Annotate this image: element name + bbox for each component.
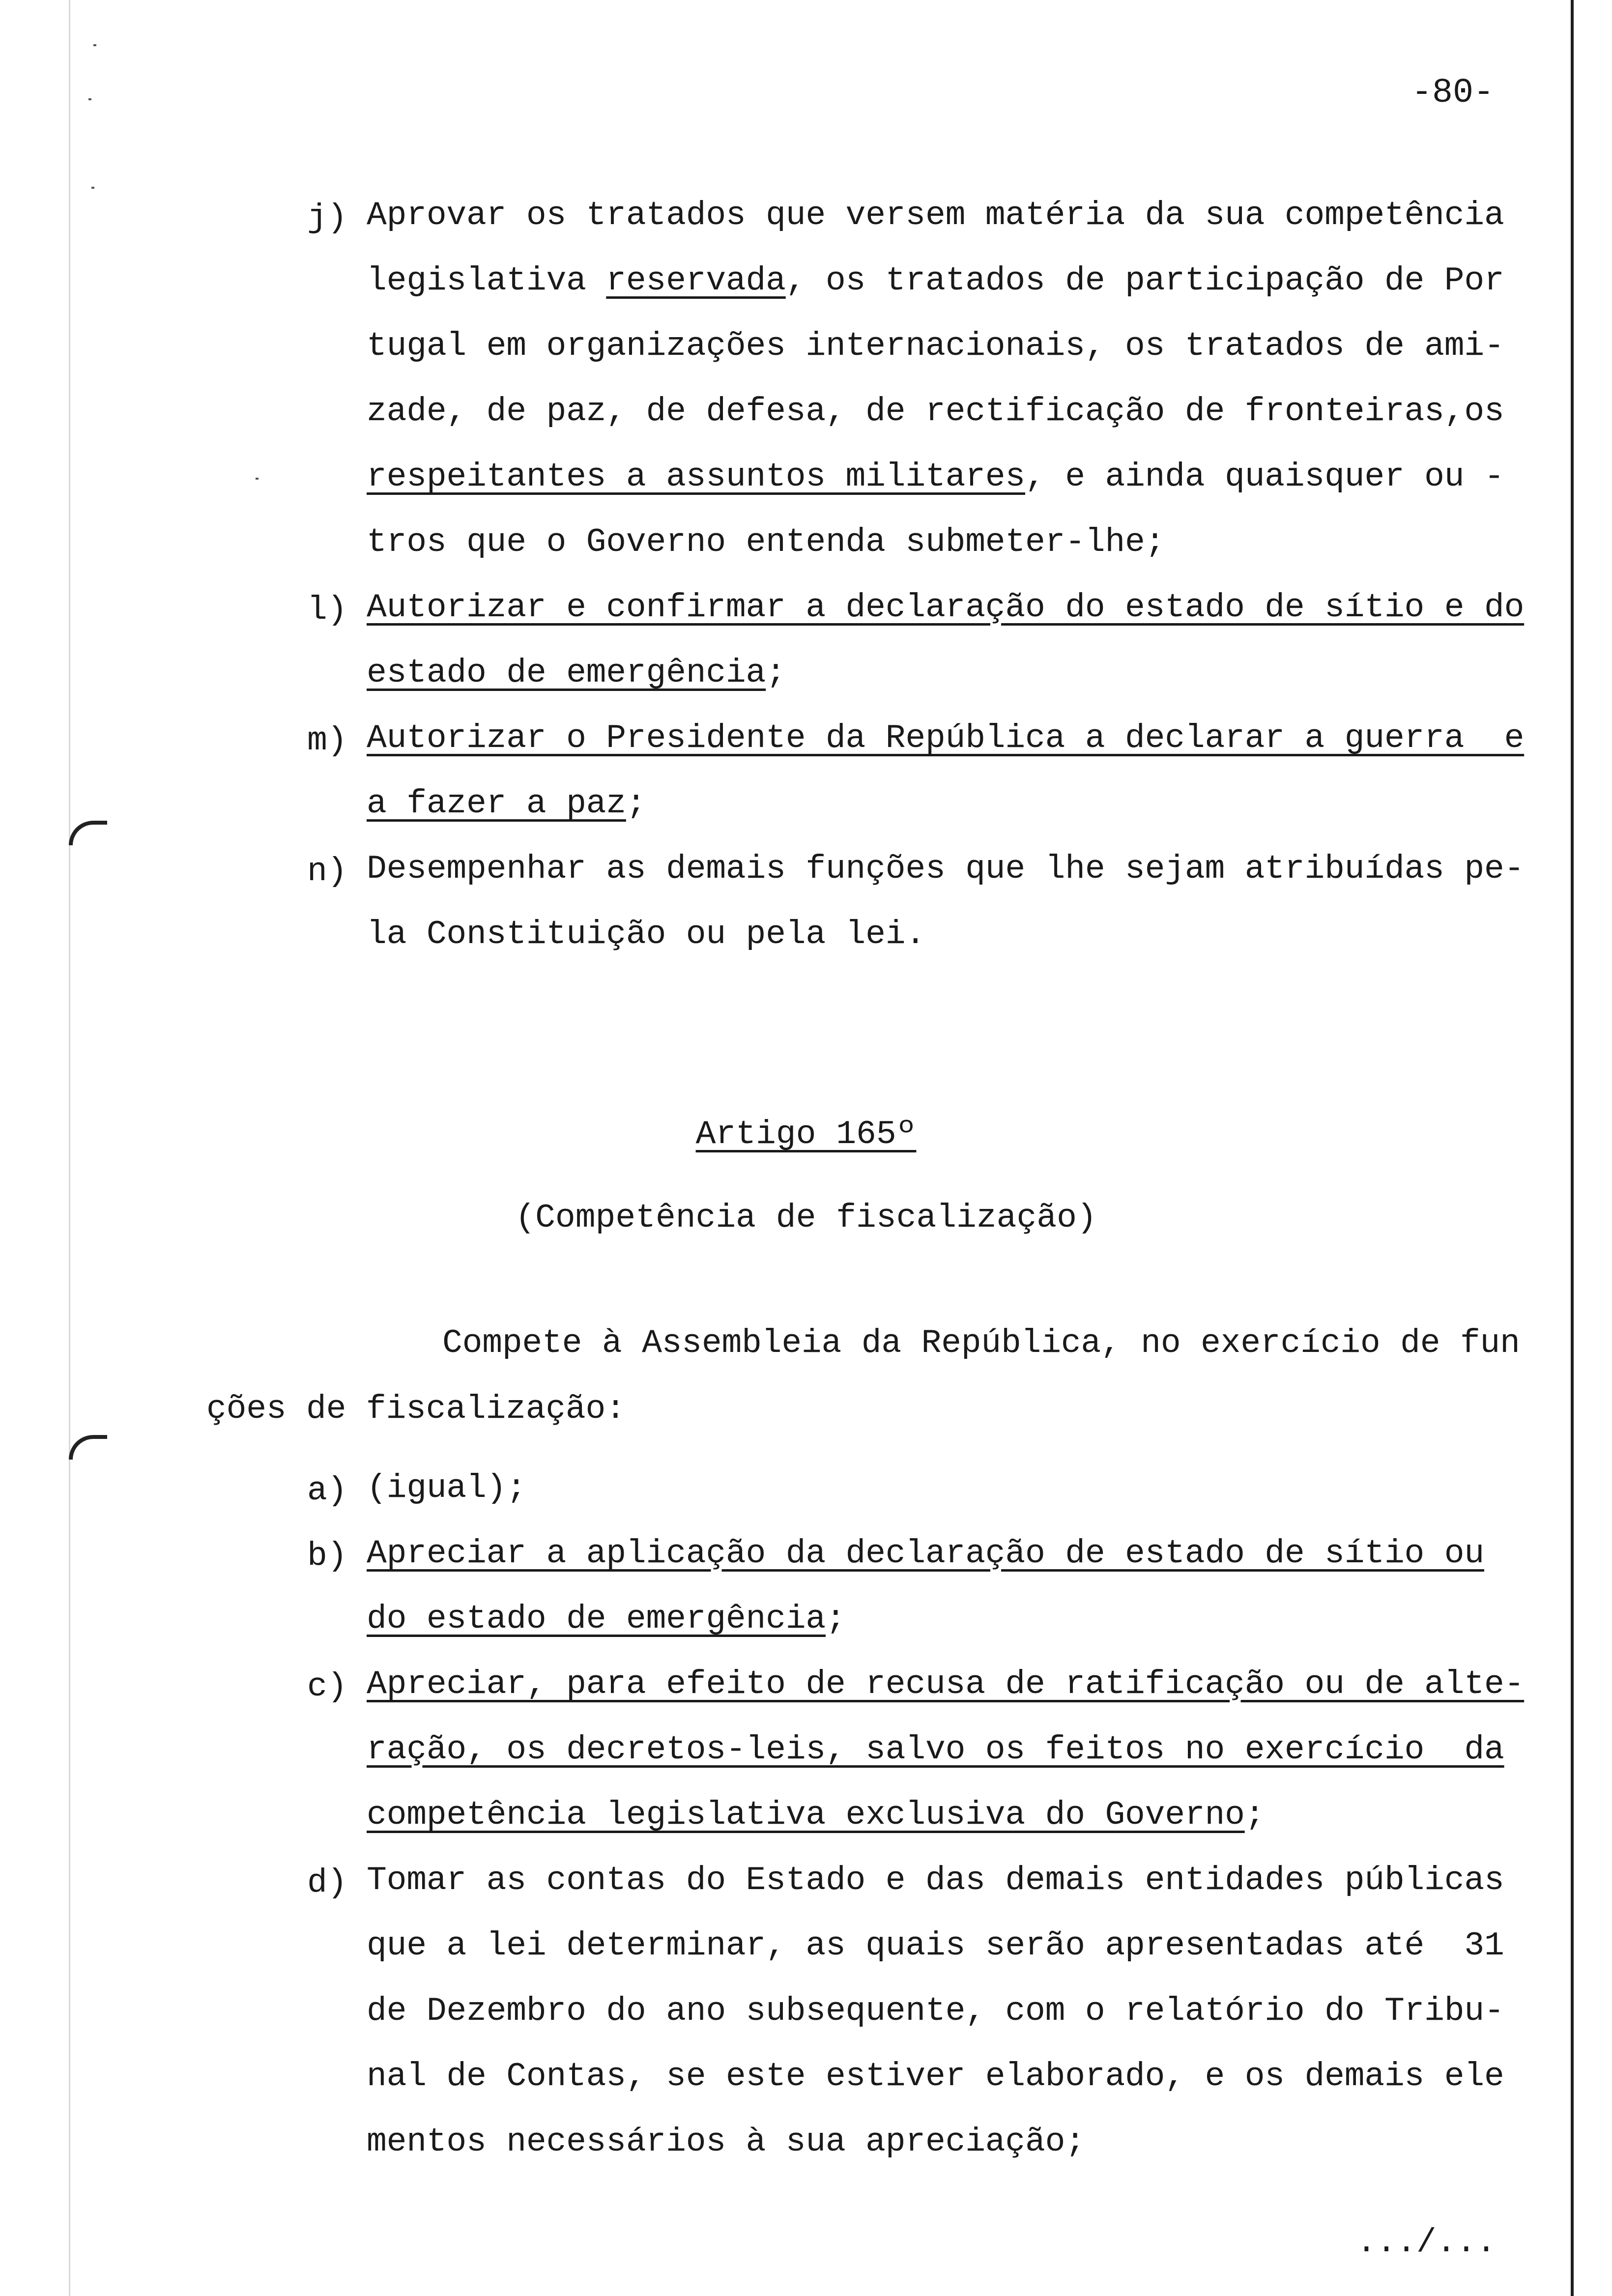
item-text-line (367, 918, 925, 951)
item-label: c) (307, 1668, 347, 1706)
item-text-line (367, 460, 1504, 494)
item-text-line (367, 787, 646, 821)
text-segment: , os tratados de participação de Por (785, 262, 1504, 300)
underlined-text: estado de emergência (367, 654, 766, 692)
underlined-text: Autorizar o Presidente da República a declarar a guerra e (367, 719, 1525, 757)
item-text-line (367, 1796, 1265, 1834)
continuation-mark: .../... (1356, 2224, 1497, 2262)
item-text-line (367, 1929, 1504, 1963)
item-text-line (367, 264, 1504, 298)
text-segment: , e ainda quaisquer ou - (1025, 458, 1504, 496)
scan-speck (91, 187, 94, 189)
article-title (0, 1116, 1612, 1153)
punch-hole-mark (69, 821, 107, 845)
text-segment: tros que o Governo entenda submeter-lhe; (367, 523, 1165, 561)
item-text-line (367, 850, 1525, 888)
item-text-line (367, 395, 1504, 429)
item-text-line (367, 591, 1524, 625)
item-text-line (367, 654, 786, 692)
item-text-line (367, 1469, 526, 1507)
text-segment: de Dezembro do ano subsequente, com o relatório do Tribu- (367, 1992, 1504, 2030)
text-segment: ; (626, 785, 646, 823)
underlined-text: do estado de emergência (367, 1600, 826, 1638)
item-label: n) (307, 853, 347, 890)
item-text-line (367, 327, 1504, 365)
item-label: j) (307, 199, 347, 237)
scan-speck (93, 44, 96, 46)
underlined-text: a fazer a paz (367, 785, 626, 823)
item-text-line (367, 1600, 846, 1638)
item-label: l) (307, 591, 347, 629)
underlined-text: Autorizar e confirmar a declaração do estado de sítio e do (367, 589, 1525, 627)
text-segment: Desempenhar as demais funções que lhe sejam atribuídas pe- (367, 850, 1525, 888)
article-title-text: Artigo 165º (695, 1116, 917, 1153)
intro-text: Compete à Assembleia da República, no exercício de fun (442, 1324, 1520, 1362)
text-segment: que a lei determinar, as quais serão apresentadas até 31 (367, 1927, 1504, 1965)
scan-speck (88, 98, 91, 100)
underlined-text: reservada (606, 262, 786, 300)
text-segment: Tomar as contas do Estado e das demais entidades públicas (367, 1862, 1504, 1899)
item-label: a) (307, 1472, 347, 1510)
text-segment: ; (1244, 1796, 1265, 1834)
text-segment: tugal em organizações internacionais, os tratados de ami- (367, 327, 1504, 365)
item-text-line (367, 199, 1504, 232)
text-segment: (igual); (367, 1469, 526, 1507)
text-segment: nal de Contas, se este estiver elaborado, e os demais ele (367, 2058, 1504, 2095)
text-segment: ; (766, 654, 786, 692)
item-label: d) (307, 1864, 347, 1902)
punch-hole-mark (69, 1435, 107, 1460)
item-text-line (367, 719, 1525, 757)
item-text-line (367, 1992, 1504, 2030)
item-text-line (367, 2060, 1504, 2094)
intro-line-2: ções de fiscalização: (206, 1390, 626, 1428)
text-segment: la Constituição ou pela lei. (367, 916, 925, 953)
item-text-line (367, 1665, 1525, 1703)
text-segment: ; (825, 1600, 846, 1638)
page-number: -80- (1411, 74, 1494, 113)
scan-speck (256, 478, 259, 480)
underlined-text: ração, os decretos-leis, salvo os feitos no exercício da (367, 1731, 1504, 1769)
item-text-line (367, 523, 1165, 561)
item-text-line (367, 1537, 1484, 1571)
text-segment: Aprovar os tratados que versem matéria da sua competência (367, 197, 1504, 234)
article-subtitle: (Competência de fiscalização) (515, 1199, 1097, 1237)
intro-line-1 (442, 1324, 1520, 1362)
underlined-text: respeitantes a assuntos militares (367, 458, 1026, 496)
underlined-text: competência legislativa exclusiva do Governo (367, 1796, 1245, 1834)
text-segment: zade, de paz, de defesa, de rectificação de fronteiras,os (367, 393, 1504, 430)
item-text-line (367, 2125, 1085, 2159)
item-text-line (367, 1864, 1504, 1897)
item-label: m) (307, 722, 347, 760)
underlined-text: Apreciar a aplicação da declaração de estado de sítio ou (367, 1535, 1484, 1573)
underlined-text: Apreciar, para efeito de recusa de ratificação ou de alte- (367, 1665, 1525, 1703)
item-text-line (367, 1733, 1504, 1767)
item-label: b) (307, 1537, 347, 1575)
text-segment: legislativa (367, 262, 606, 300)
text-segment: mentos necessários à sua apreciação; (367, 2123, 1085, 2161)
